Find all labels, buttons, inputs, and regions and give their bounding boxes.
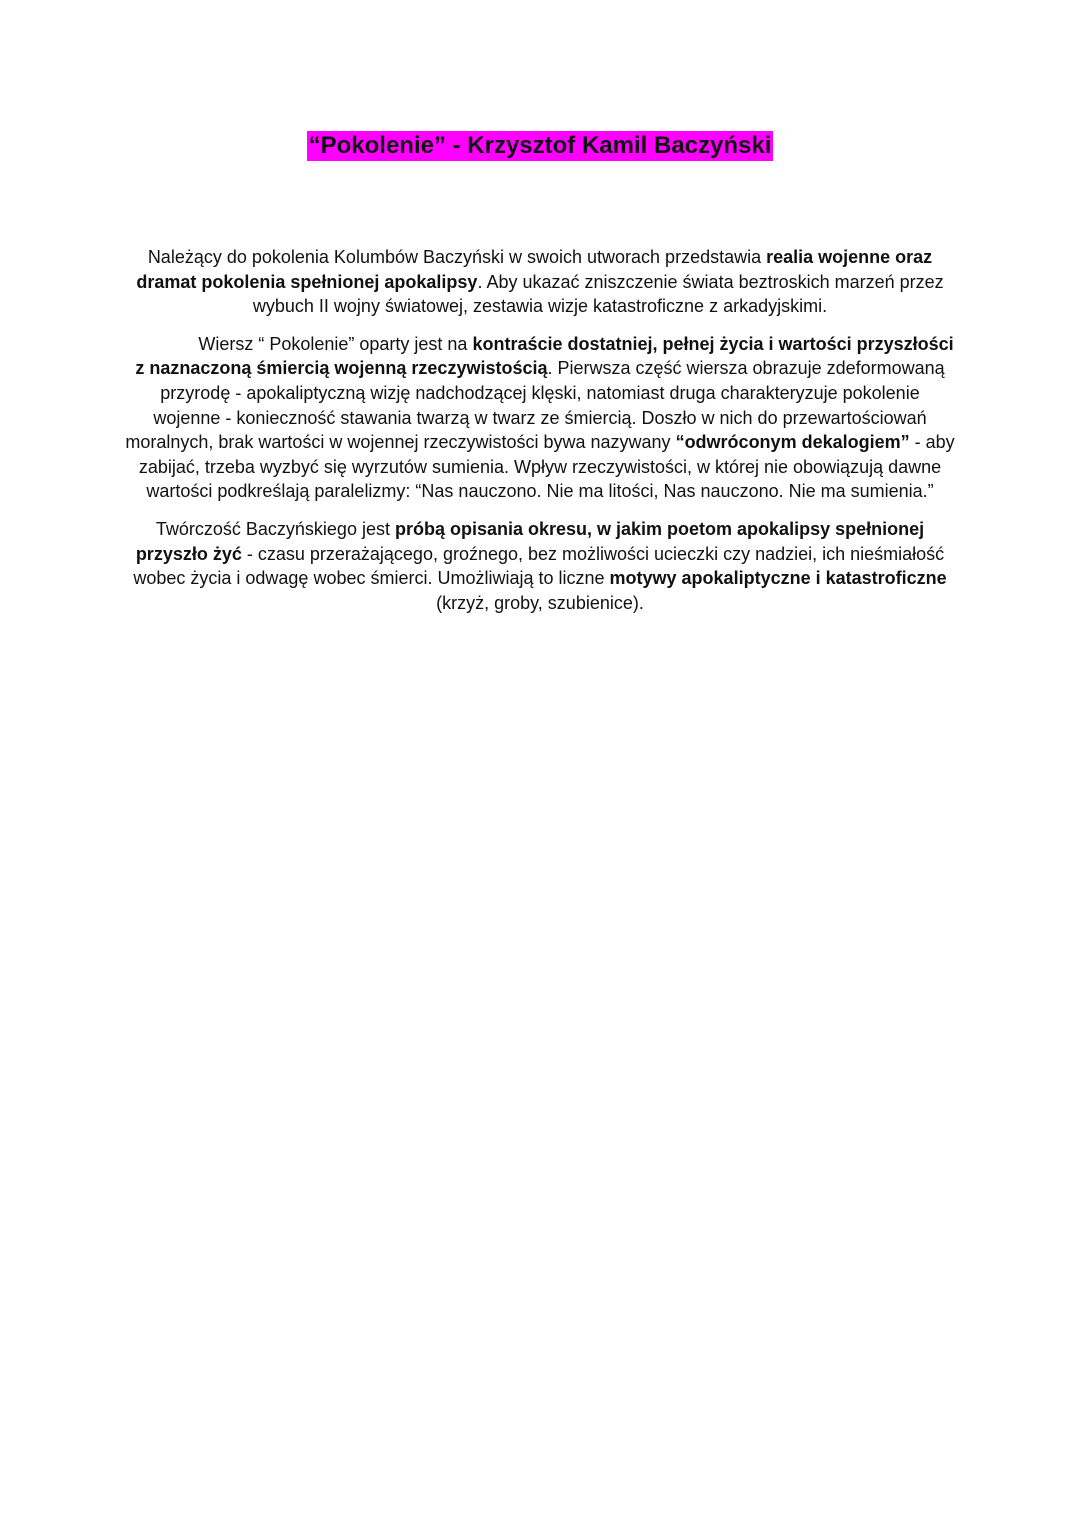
paragraph-text: Wiersz “ Pokolenie” oparty jest na bbox=[198, 333, 473, 354]
paragraph-intro bbox=[125, 245, 955, 319]
bold-phrase: “odwróconym dekalogiem” bbox=[675, 432, 910, 453]
paragraph-analysis bbox=[125, 332, 955, 504]
paragraph-text: - aby zabijać, trzeba wyzbyć się wyrzutów sumienia. Wpływ rzeczywistości, w której nie obowiązują dawne wartości podkreślają paralelizmy: “Nas nauczono. Nie ma litości, Nas nauczono. Nie ma sumienia.” bbox=[138, 432, 955, 502]
bold-phrase: realia wojenne oraz dramat pokolenia spełnionej apokalipsy bbox=[136, 247, 933, 292]
bold-phrase: próbą opisania okresu, w jakim poetom apokalipsy spełnionej przyszło żyć bbox=[135, 518, 925, 564]
paragraph-text: Należący do pokolenia Kolumbów Baczyński w swoich utworach przedstawia bbox=[147, 247, 767, 267]
paragraph-text: - czasu przerażającego, groźnego, bez możliwości ucieczki czy nadziei, ich nieśmiałość wobec życia i odwagę wobec śmierci. Umożliwiają to liczne bbox=[133, 543, 945, 589]
bold-phrase: kontraście dostatniej, pełnej życia i wartości przyszłości z naznaczoną śmiercią wojenną rzeczywistością bbox=[135, 333, 954, 379]
paragraph-text: . Aby ukazać zniszczenie świata beztroskich marzeń przez wybuch II wojny światowej, zestawia wizje katastroficzne z arkadyjskimi. bbox=[252, 271, 944, 317]
paragraph-text: . Pierwsza część wiersza obrazuje zdeformowaną przyrodę - apokaliptyczną wizję nadchodzącej klęski, natomiast druga charakteryzuje pokolenie wojenne - konieczność stawania twarzą w twarz ze śmiercią. Doszło w nich do przewartościowań moralnych, brak wartości w wojennej rzeczywistości bywa nazywany bbox=[125, 358, 945, 453]
paragraph-text: Twórczość Baczyńskiego jest bbox=[155, 518, 395, 539]
document-body bbox=[125, 245, 955, 628]
paragraph-conclusion bbox=[125, 517, 955, 615]
paragraph-text: (krzyż, groby, szubienice). bbox=[436, 592, 644, 613]
title-container bbox=[0, 131, 1080, 161]
page-title: “Pokolenie” - Krzysztof Kamil Baczyński bbox=[308, 132, 772, 159]
bold-phrase: motywy apokaliptyczne i katastroficzne bbox=[609, 568, 947, 589]
